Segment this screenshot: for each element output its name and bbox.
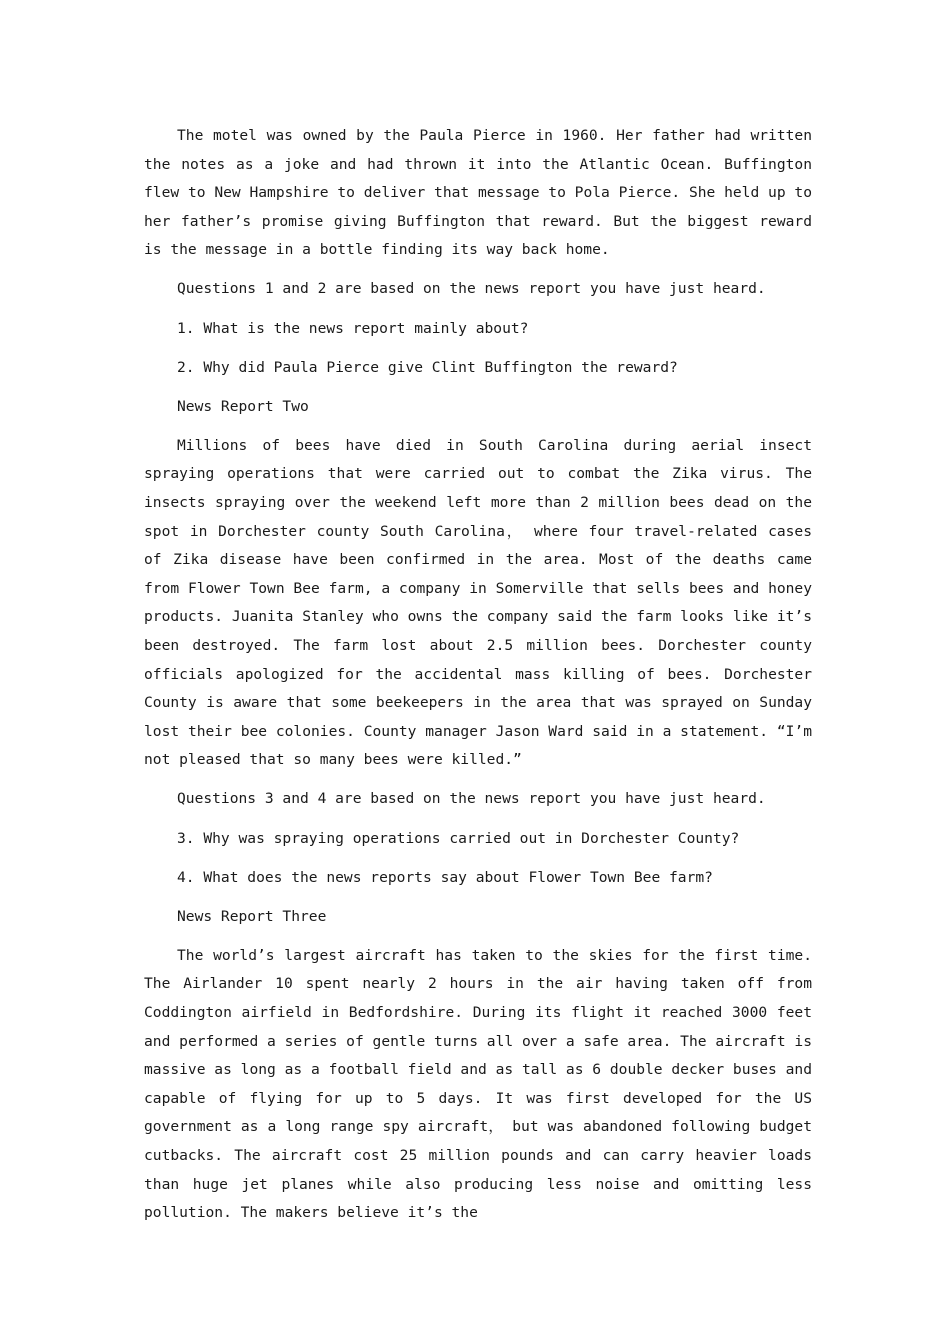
- question-1: 1. What is the news report mainly about?: [177, 319, 529, 337]
- question-3: 3. Why was spraying operations carried out in Dorchester County?: [177, 829, 740, 847]
- heading-news-report-three: News Report Three: [177, 907, 327, 925]
- question-4: 4. What does the news reports say about Flower Town Bee farm?: [177, 868, 713, 886]
- question-2: 2. Why did Paula Pierce give Clint Buffington the reward?: [177, 358, 678, 376]
- paragraph-bees: Millions of bees have died in South Carolina during aerial insect spraying operations that were carried out to combat the Zika virus. The insects spraying over the weekend left more than 2 million bees dead on the spot in Dorchester county South Carolina， where four travel-related cases of Zika disease have been confirmed in the area. Most of the deaths came from Flower Town Bee farm, a company in Somerville that sells bees and honey products. Juanita Stanley who owns the company said the farm looks like it’s been destroyed. The farm lost about 2.5 million bees. Dorchester county officials apologized for the accidental mass killing of bees. Dorchester County is aware that some beekeepers in the area that was sprayed on Sunday lost their bee colonies. County manager Jason Ward said in a statement. “I’m not pleased that so many bees were killed.”: [144, 436, 812, 769]
- paragraph-motel-story: The motel was owned by the Paula Pierce in 1960. Her father had written the notes as a joke and had thrown it into the Atlantic Ocean. Buffington flew to New Hampshire to deliver that message to Pola Pierce. She held up to her father’s promise giving Buffington that reward. But the biggest reward is the message in a bottle finding its way back home.: [144, 127, 812, 259]
- paragraph-aircraft: The world’s largest aircraft has taken to the skies for the first time. The Airlander 10 spent nearly 2 hours in the air having taken off from Coddington airfield in Bedfordshire. During its flight it reached 3000 feet and performed a series of gentle turns all over a safe area. The aircraft is massive as long as a football field and as tall as 6 double decker buses and capable of flying for up to 5 days. It was first developed for the US government as a long range spy aircraft， but was abandoned following budget cutbacks. The aircraft cost 25 million pounds and can carry heavier loads than huge jet planes while also producing less noise and omitting less pollution. The makers believe it’s the: [144, 946, 812, 1222]
- questions-intro-1-2: Questions 1 and 2 are based on the news report you have just heard.: [177, 280, 766, 298]
- questions-intro-3-4: Questions 3 and 4 are based on the news report you have just heard.: [177, 790, 766, 808]
- heading-news-report-two: News Report Two: [177, 397, 309, 415]
- document-page: [144, 122, 812, 1238]
